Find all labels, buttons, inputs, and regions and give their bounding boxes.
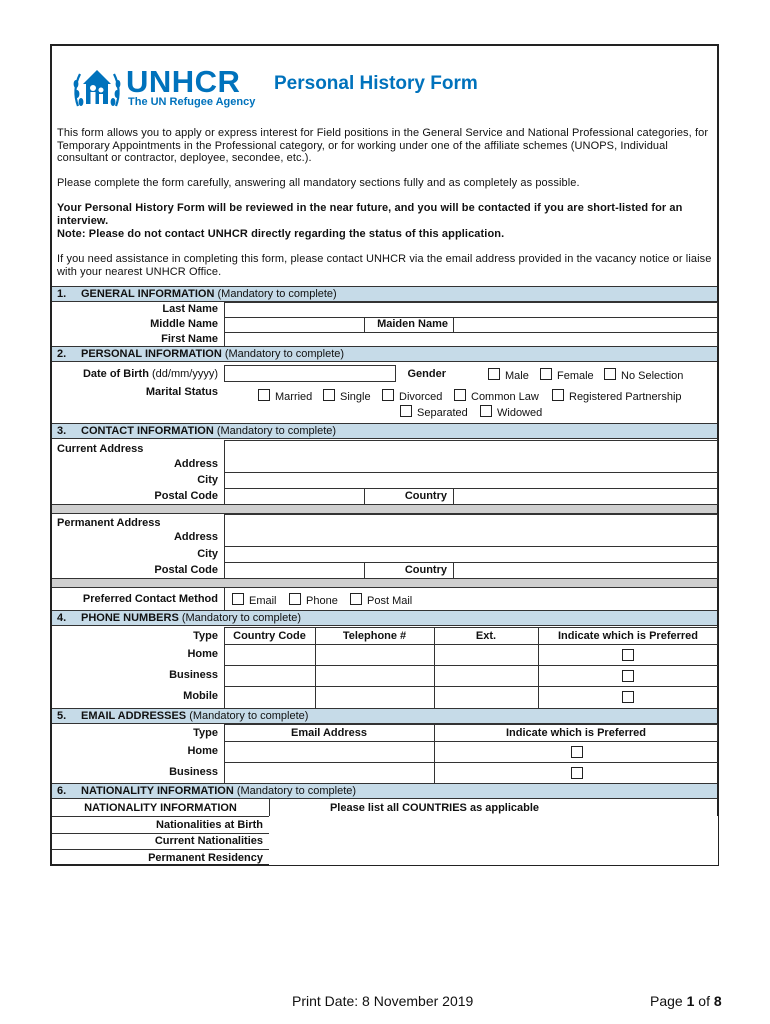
- marital-option-registered-partnership[interactable]: Registered Partnership: [552, 389, 682, 404]
- marital-option-widowed[interactable]: Widowed: [480, 405, 542, 420]
- permanent-country-label: Country: [404, 564, 447, 576]
- email-preferred-header: Indicate which is Preferred: [506, 727, 646, 739]
- section-divider: [52, 578, 717, 588]
- row-rule: [224, 686, 718, 687]
- row-rule: [224, 665, 718, 666]
- checkbox-icon: [289, 593, 301, 605]
- gender-option-male[interactable]: Male: [488, 368, 529, 383]
- email-row-business: Business: [169, 766, 218, 778]
- gender-option-no-selection[interactable]: No Selection: [604, 368, 683, 383]
- checkbox-icon: [604, 368, 616, 380]
- marital-option-single[interactable]: Single: [323, 389, 371, 404]
- current-address-input[interactable]: [224, 440, 718, 473]
- intro-paragraph-4: Note: Please do not contact UNHCR directly regarding the status of this application.: [57, 228, 505, 240]
- checkbox-icon: [552, 389, 564, 401]
- contact-method-post-mail[interactable]: Post Mail: [350, 593, 412, 608]
- checkbox-icon: [232, 593, 244, 605]
- last-name-input[interactable]: [224, 302, 718, 318]
- preferred-contact-label: Preferred Contact Method: [82, 593, 218, 605]
- column-rule: [434, 627, 435, 708]
- permanent-postal-input[interactable]: [224, 562, 365, 579]
- ext-header: Ext.: [475, 630, 497, 642]
- section-1-header: 1. GENERAL INFORMATION (Mandatory to complete): [52, 286, 717, 302]
- marital-option-married[interactable]: Married: [258, 389, 312, 404]
- print-date: Print Date: 8 November 2019: [292, 993, 474, 1009]
- current-address-label: Current Address: [57, 443, 144, 455]
- nationalities-at-birth-input[interactable]: [269, 816, 718, 834]
- current-postal-label: Postal Code: [154, 490, 218, 502]
- section-5-header: 5. EMAIL ADDRESSES (Mandatory to complete): [52, 708, 717, 724]
- permanent-city-input[interactable]: [224, 546, 718, 563]
- phone-business-preferred-checkbox[interactable]: [622, 670, 634, 682]
- checkbox-icon: [454, 389, 466, 401]
- maiden-name-label: Maiden Name: [377, 318, 448, 330]
- checkbox-icon: [400, 405, 412, 417]
- permanent-address-field-label: Address: [173, 531, 218, 543]
- nationality-column-header: NATIONALITY INFORMATION: [84, 802, 237, 814]
- column-rule: [538, 627, 539, 708]
- page-number: Page 1 of 8: [650, 993, 722, 1009]
- email-home-preferred-checkbox[interactable]: [571, 746, 583, 758]
- country-code-header: Country Code: [233, 630, 306, 642]
- intro-paragraph-1: This form allows you to apply or express interest for Field positions in the General Service and National Professional categories, for Temporary Appointments in the Professional category, or for working under one of the affiliate schemes (UNOPS, Individual consultant or contractor, deployee, secondee, etc.).: [57, 127, 709, 164]
- logo-wordmark: UNHCR: [126, 64, 241, 99]
- current-city-label: City: [197, 474, 218, 486]
- phone-mobile-preferred-checkbox[interactable]: [622, 691, 634, 703]
- marital-status-label: Marital Status: [145, 386, 218, 398]
- current-address-field-label: Address: [173, 458, 218, 470]
- checkbox-icon: [323, 389, 335, 401]
- section-2-header: 2. PERSONAL INFORMATION (Mandatory to complete): [52, 346, 717, 362]
- dob-label: Date of Birth (dd/mm/yyyy): [82, 368, 218, 380]
- checkbox-icon: [382, 389, 394, 401]
- dob-input[interactable]: [224, 365, 396, 382]
- contact-method-phone[interactable]: Phone: [289, 593, 338, 608]
- gender-option-female[interactable]: Female: [540, 368, 594, 383]
- marital-option-common-law[interactable]: Common Law: [454, 389, 539, 404]
- last-name-label: Last Name: [162, 303, 218, 315]
- permanent-address-input[interactable]: [224, 514, 718, 547]
- current-nationalities-input[interactable]: [269, 833, 718, 850]
- page-title: Personal History Form: [274, 73, 478, 94]
- checkbox-icon: [480, 405, 492, 417]
- email-row-home: Home: [187, 745, 218, 757]
- permanent-residency-input[interactable]: [269, 849, 718, 865]
- phone-home-preferred-checkbox[interactable]: [622, 649, 634, 661]
- column-rule: [224, 627, 225, 708]
- countries-column-header: Please list all COUNTRIES as applicable: [329, 802, 540, 814]
- maiden-name-input[interactable]: [453, 317, 718, 333]
- contact-method-email[interactable]: Email: [232, 593, 277, 608]
- checkbox-icon: [488, 368, 500, 380]
- first-name-label: First Name: [161, 333, 218, 345]
- row-rule: [224, 762, 718, 763]
- checkbox-icon: [540, 368, 552, 380]
- nationality-row-birth: Nationalities at Birth: [156, 819, 263, 831]
- gender-label: Gender: [407, 368, 446, 380]
- section-4-header: 4. PHONE NUMBERS (Mandatory to complete): [52, 610, 717, 626]
- nationality-row-residency: Permanent Residency: [148, 852, 263, 864]
- column-rule: [315, 627, 316, 708]
- current-country-input[interactable]: [453, 488, 718, 505]
- middle-name-input[interactable]: [224, 317, 365, 333]
- section-3-header: 3. CONTACT INFORMATION (Mandatory to complete): [52, 423, 717, 439]
- permanent-country-input[interactable]: [453, 562, 718, 579]
- current-postal-input[interactable]: [224, 488, 365, 505]
- permanent-postal-label: Postal Code: [154, 564, 218, 576]
- middle-name-label: Middle Name: [150, 318, 218, 330]
- column-rule: [224, 588, 225, 610]
- permanent-city-label: City: [197, 548, 218, 560]
- email-business-preferred-checkbox[interactable]: [571, 767, 583, 779]
- current-city-input[interactable]: [224, 472, 718, 489]
- unhcr-emblem-icon: [70, 66, 124, 112]
- phone-row-mobile: Mobile: [183, 690, 218, 702]
- email-address-header: Email Address: [290, 727, 367, 739]
- phone-row-home: Home: [187, 648, 218, 660]
- intro-paragraph-5: If you need assistance in completing this form, please contact UNHCR via the email address provided in the vacancy notice or liaise with your nearest UNHCR Office.: [57, 253, 712, 278]
- marital-option-divorced[interactable]: Divorced: [382, 389, 442, 404]
- current-country-label: Country: [404, 490, 447, 502]
- permanent-address-label: Permanent Address: [57, 517, 161, 529]
- column-rule: [434, 724, 435, 784]
- marital-option-separated[interactable]: Separated: [400, 405, 468, 420]
- section-divider: [52, 504, 717, 514]
- logo-subtitle: The UN Refugee Agency: [128, 96, 256, 108]
- column-rule: [224, 724, 225, 784]
- email-type-header: Type: [193, 727, 218, 739]
- telephone-header: Telephone #: [342, 630, 407, 642]
- nationality-row-current: Current Nationalities: [154, 835, 263, 847]
- phone-row-business: Business: [169, 669, 218, 681]
- checkbox-icon: [350, 593, 362, 605]
- section-6-header: 6. NATIONALITY INFORMATION (Mandatory to complete): [52, 783, 717, 799]
- phone-type-header: Type: [193, 630, 218, 642]
- intro-paragraph-3: Your Personal History Form will be reviewed in the near future, and you will be contacted if you are short-listed for an interview.: [57, 202, 683, 227]
- first-name-input[interactable]: [224, 332, 718, 347]
- checkbox-icon: [258, 389, 270, 401]
- phone-preferred-header: Indicate which is Preferred: [558, 630, 698, 642]
- intro-paragraph-2: Please complete the form carefully, answering all mandatory sections fully and as completely as possible.: [57, 177, 580, 189]
